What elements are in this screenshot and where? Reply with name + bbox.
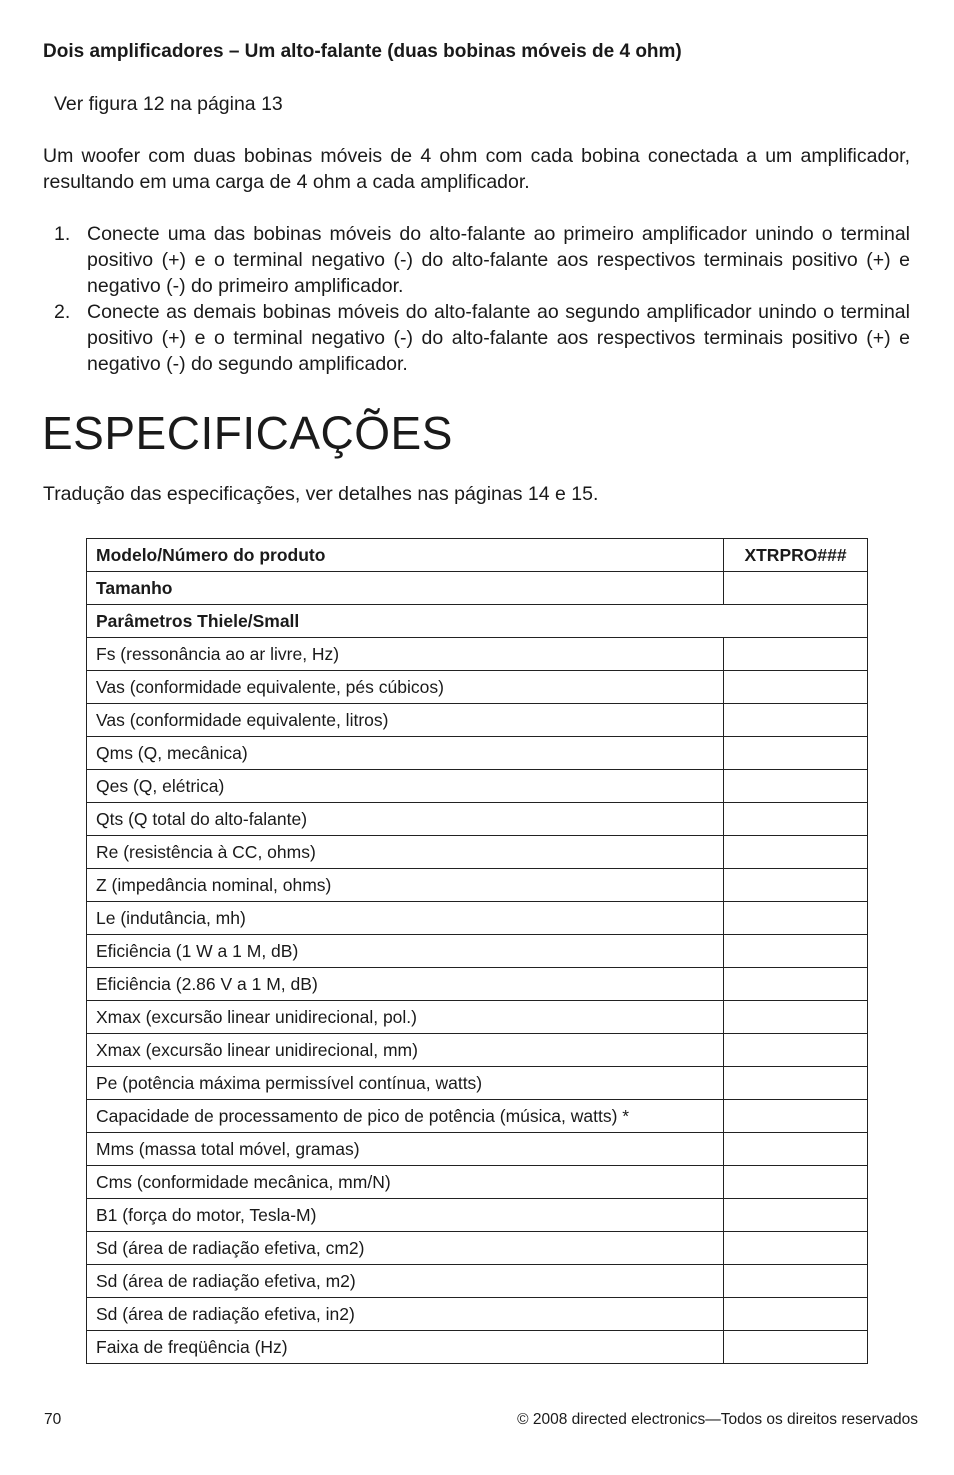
table-row (87, 1133, 868, 1166)
parameters-group-label: Parâmetros Thiele/Small (87, 605, 868, 638)
spec-label-cell: Qts (Q total do alto-falante) (87, 803, 724, 836)
spec-value-cell (724, 935, 868, 968)
size-value-cell (724, 572, 868, 605)
spec-value-cell (724, 1067, 868, 1100)
spec-label-cell: B1 (força do motor, Tesla-M) (87, 1199, 724, 1232)
spec-label-cell: Eficiência (1 W a 1 M, dB) (87, 935, 724, 968)
table-row (87, 935, 868, 968)
spec-value-cell (724, 1232, 868, 1265)
spec-label-cell: Xmax (excursão linear unidirecional, mm) (87, 1034, 724, 1067)
table-row (87, 1298, 868, 1331)
wiring-step (43, 221, 910, 299)
spec-value-cell (724, 1298, 868, 1331)
wiring-steps-list (43, 221, 910, 377)
table-row (87, 1331, 868, 1364)
figure-reference: Ver figura 12 na página 13 (54, 93, 283, 115)
parameters-group-row (87, 605, 868, 638)
spec-label-cell: Faixa de freqüência (Hz) (87, 1331, 724, 1364)
table-row (87, 1034, 868, 1067)
spec-label-cell: Sd (área de radiação efetiva, in2) (87, 1298, 724, 1331)
table-row (87, 704, 868, 737)
spec-label-cell: Eficiência (2.86 V a 1 M, dB) (87, 968, 724, 1001)
spec-value-cell (724, 1034, 868, 1067)
table-row (87, 1265, 868, 1298)
step-text: Conecte as demais bobinas móveis do alto-falante ao segundo amplificador unindo o terminal positivo (+) e o terminal negativo (-) do alto-falante aos respectivos terminais positivo (+) e negativo (-) do segundo amplificador. (87, 301, 910, 375)
table-row (87, 1232, 868, 1265)
table-row (87, 1067, 868, 1100)
spec-label-cell: Le (indutância, mh) (87, 902, 724, 935)
table-row (87, 1100, 868, 1133)
table-row (87, 968, 868, 1001)
spec-value-cell (724, 803, 868, 836)
copyright-notice: © 2008 directed electronics—Todos os direitos reservados (517, 1411, 918, 1428)
table-row (87, 638, 868, 671)
step-text: Conecte uma das bobinas móveis do alto-falante ao primeiro amplificador unindo o terminal positivo (+) e o terminal negativo (-) do alto-falante aos respectivos terminais positivo (+) e negativo (-) do primeiro amplificador. (87, 223, 910, 297)
table-row (87, 737, 868, 770)
spec-label-cell: Sd (área de radiação efetiva, cm2) (87, 1232, 724, 1265)
page-number: 70 (44, 1411, 62, 1428)
spec-label-cell: Pe (potência máxima permissível contínua, watts) (87, 1067, 724, 1100)
size-row (87, 572, 868, 605)
spec-value-cell (724, 1100, 868, 1133)
table-row (87, 836, 868, 869)
intro-paragraph: Um woofer com duas bobinas móveis de 4 ohm com cada bobina conectada a um amplificador, resultando em uma carga de 4 ohm a cada amplificador. (43, 145, 910, 193)
spec-label-cell: Qes (Q, elétrica) (87, 770, 724, 803)
spec-value-cell (724, 1265, 868, 1298)
spec-value-cell (724, 1166, 868, 1199)
spec-label-cell: Vas (conformidade equivalente, pés cúbicos) (87, 671, 724, 704)
spec-label-cell: Xmax (excursão linear unidirecional, pol.) (87, 1001, 724, 1034)
specifications-title: ESPECIFICAÇÕES (42, 407, 453, 459)
spec-value-cell (724, 1133, 868, 1166)
table-row (87, 1199, 868, 1232)
spec-value-cell (724, 869, 868, 902)
table-header-row (87, 539, 868, 572)
table-row (87, 1001, 868, 1034)
table-row (87, 803, 868, 836)
wiring-step (43, 299, 910, 377)
spec-label-cell: Mms (massa total móvel, gramas) (87, 1133, 724, 1166)
spec-value-cell (724, 1001, 868, 1034)
specifications-table (86, 538, 868, 1364)
spec-label-cell: Sd (área de radiação efetiva, m2) (87, 1265, 724, 1298)
spec-label-cell: Z (impedância nominal, ohms) (87, 869, 724, 902)
model-label-cell: Modelo/Número do produto (87, 539, 724, 572)
table-row (87, 869, 868, 902)
spec-label-cell: Cms (conformidade mecânica, mm/N) (87, 1166, 724, 1199)
spec-value-cell (724, 836, 868, 869)
spec-value-cell (724, 902, 868, 935)
spec-label-cell: Re (resistência à CC, ohms) (87, 836, 724, 869)
spec-value-cell (724, 968, 868, 1001)
spec-value-cell (724, 671, 868, 704)
spec-value-cell (724, 1331, 868, 1364)
spec-label-cell: Capacidade de processamento de pico de potência (música, watts) * (87, 1100, 724, 1133)
size-label-cell: Tamanho (87, 572, 724, 605)
spec-value-cell (724, 638, 868, 671)
spec-label-cell: Vas (conformidade equivalente, litros) (87, 704, 724, 737)
table-row (87, 1166, 868, 1199)
table-row (87, 902, 868, 935)
spec-value-cell (724, 770, 868, 803)
section-heading: Dois amplificadores – Um alto-falante (duas bobinas móveis de 4 ohm) (43, 41, 682, 62)
table-row (87, 671, 868, 704)
spec-label-cell: Qms (Q, mecânica) (87, 737, 724, 770)
step-number: 2. (54, 301, 71, 323)
specifications-note: Tradução das especificações, ver detalhes nas páginas 14 e 15. (43, 483, 599, 505)
step-number: 1. (54, 223, 71, 245)
model-value-cell: XTRPRO### (724, 539, 868, 572)
spec-value-cell (724, 704, 868, 737)
spec-label-cell: Fs (ressonância ao ar livre, Hz) (87, 638, 724, 671)
spec-value-cell (724, 737, 868, 770)
spec-value-cell (724, 1199, 868, 1232)
table-row (87, 770, 868, 803)
